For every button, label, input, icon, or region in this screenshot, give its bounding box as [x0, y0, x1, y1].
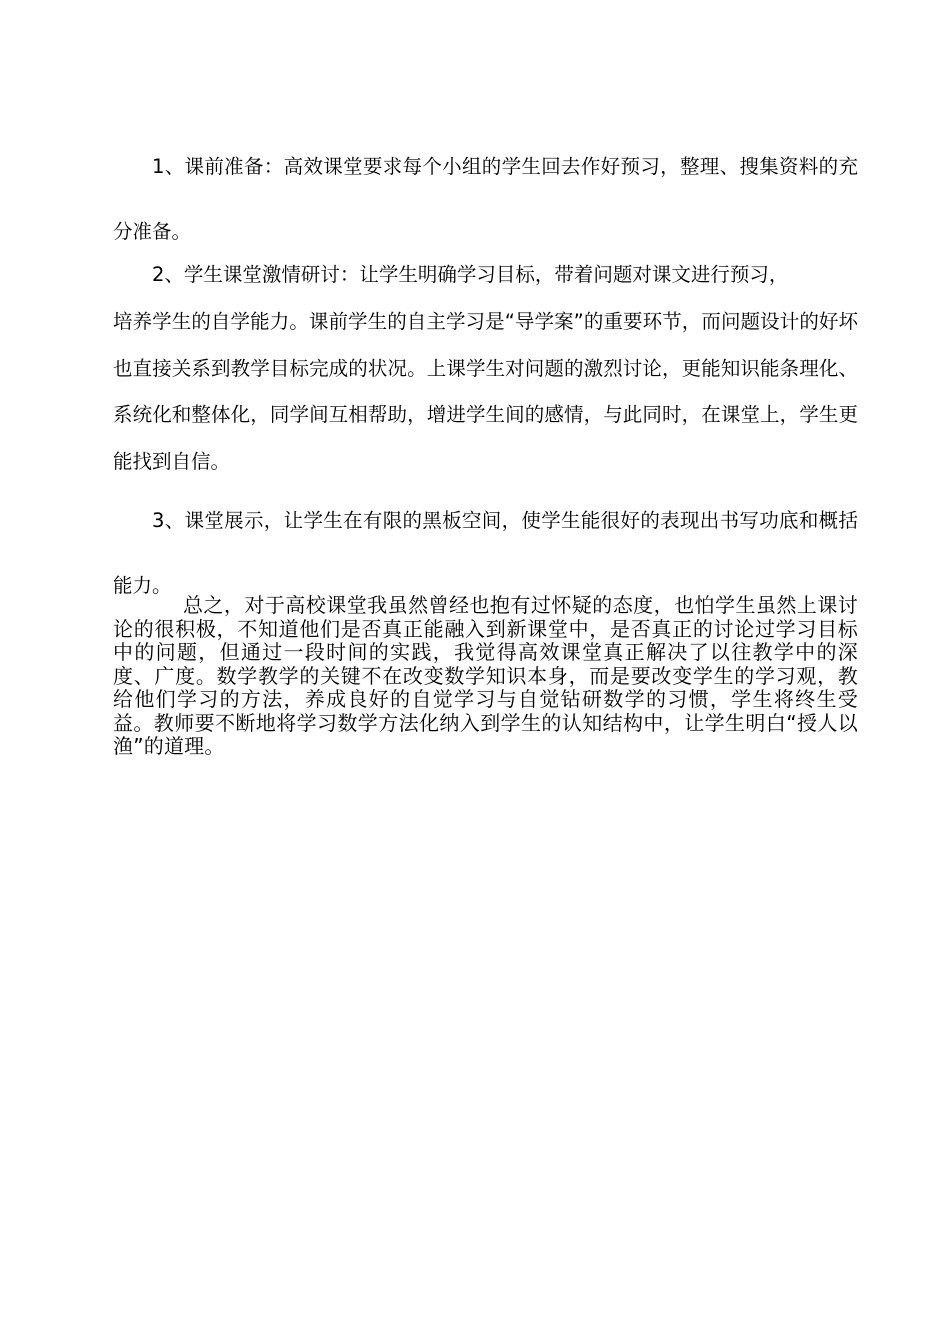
paragraph-classroom-discussion-body: 培养学生的自学能力。课前学生的自主学习是“导学案”的重要环节，而问题设计的好坏也直接关系到教学目标完成的状况。上课学生对问题的激烈讨论，更能知识能条理化、系统化和整体化，同学间互相帮助，增进学生间的感情，与此同时，在课堂上，学生更能找到自信。	[113, 310, 858, 473]
paragraph-classroom-presentation: 3、课堂展示，让学生在有限的黑板空间，使学生能很好的表现出书写功底和概括能力。	[113, 509, 858, 597]
paragraph-summary: 总之，对于高校课堂我虽然曾经也抱有过怀疑的态度，也怕学生虽然上课讨论的很积极，不知道他们是否真正能融入到新课堂中，是否真正的讨论过学习目标中的问题，但通过一段时间的实践，我觉得高效课堂真正解决了以往教学中的深度、广度。数学教学的关键不在改变数学知识本身，而是要改变学生的学习观，教给他们学习的方法，养成良好的自觉学习与自觉钻研数学的习惯，学生将终生受益。教师要不断地将学习数学方法化纳入到学生的认知结构中，让学生明白“授人以渔”的道理。	[113, 593, 858, 758]
paragraph-classroom-discussion-heading: 2、学生课堂激情研讨：让学生明确学习目标，带着问题对课文进行预习，	[152, 263, 789, 286]
paragraph-lesson-preparation: 1、课前准备：高效课堂要求每个小组的学生回去作好预习，整理、搜集资料的充分准备。	[113, 155, 858, 243]
